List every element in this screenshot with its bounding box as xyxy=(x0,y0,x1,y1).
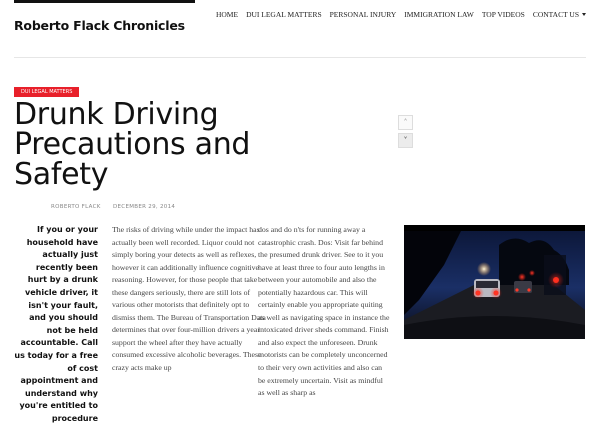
night-traffic-image xyxy=(404,225,585,339)
nav-item-home[interactable]: HOME xyxy=(215,10,239,19)
nav-item-contact-us-label: CONTACT US xyxy=(532,10,579,19)
header-divider xyxy=(14,57,586,58)
main-nav xyxy=(216,10,586,19)
nav-item-immigration-law[interactable]: IMMIGRATION LAW xyxy=(404,10,474,19)
call-to-action-text: If you or your household have actually just recently been hurt by a drunk vehicle driver, it isn't your fault, and you should not be held accountable. Call us today for a free of cost appointment and understand why you're entitled to procedure xyxy=(14,225,98,423)
top-accent-bar xyxy=(14,0,195,3)
nav-item-personal-injury[interactable]: PERSONAL INJURY xyxy=(329,10,397,19)
article-photo xyxy=(404,225,585,339)
caret-down-icon xyxy=(582,13,586,16)
pager-down-button[interactable] xyxy=(398,133,413,148)
article-date: DECEMBER 29, 2014 xyxy=(113,204,176,210)
chevron-up-icon: ˄ xyxy=(403,118,408,127)
article-body-column-1: The risks of driving while under the impact has actually been well recorded. Liquor could not simply boring your detects as well as reflexes, however it can additionally influence cognitive reasoning. However, for those people that take these dangers seriously, there are still lots of various other motorists that definitely opt to dismiss them. The Bureau of Transportation Data determines that over four-million drivers a year support the wheel after they have actually consumed excessive alcoholic beverages. These crazy acts make up xyxy=(112,225,266,373)
article-title: Drunk Driving Precautions and Safety xyxy=(14,97,251,192)
pager-up-button[interactable] xyxy=(398,115,413,130)
article-body-column-2: dos and do n'ts for running away a catastrophic crash. Dos: Visit far behind the presumed drunk driver. See to it you have at least three to four auto lengths in between your automobile and also the potentially hazardous car. This will certainly enable you appropriate quiting as well as navigating space in instance the intoxicated driver sheds command. Finish and also expect the unforeseen. Drunk motorists can be completely unconcerned to their very own activities and also can be extremely uncertain. Visit as mindful as well as sharp as xyxy=(258,225,390,398)
chevron-down-icon: ˅ xyxy=(403,136,408,145)
nav-item-dui-legal-matters[interactable]: DUI LEGAL MATTERS xyxy=(246,10,322,19)
article-author[interactable]: ROBERTO FLACK xyxy=(51,204,101,210)
nav-item-top-videos[interactable]: TOP VIDEOS xyxy=(481,10,525,19)
category-badge[interactable]: DUI LEGAL MATTERS xyxy=(14,87,79,97)
nav-item-contact-us[interactable] xyxy=(533,10,586,19)
site-logo[interactable]: Roberto Flack Chronicles xyxy=(14,18,185,33)
